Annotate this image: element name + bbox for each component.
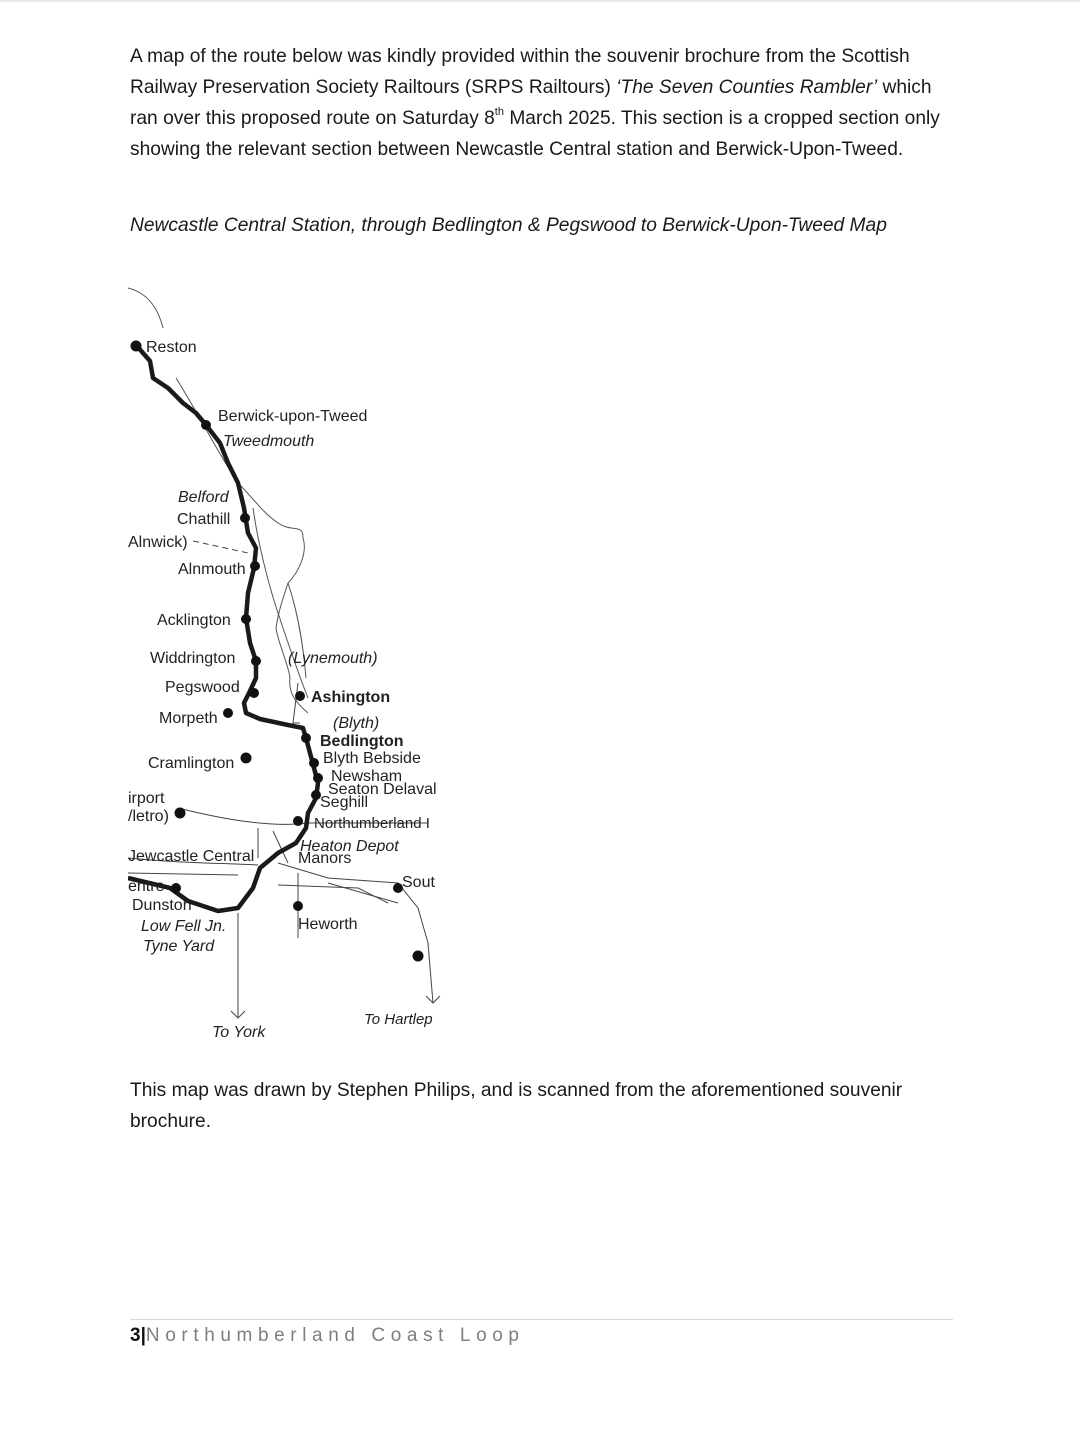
label-alnwick: Alnwick) — [128, 534, 188, 551]
label-ashington: Ashington — [311, 689, 391, 706]
label-acklington: Acklington — [157, 612, 231, 629]
label-tweedmouth: Tweedmouth — [223, 433, 315, 450]
ordinal-suffix: th — [494, 105, 504, 118]
label-morpeth: Morpeth — [159, 710, 218, 727]
page-footer — [130, 1323, 525, 1349]
label-northumberland: Northumberland I — [314, 815, 430, 832]
label-lowfell: Low Fell Jn. — [141, 918, 227, 935]
label-alnmouth: Alnmouth — [178, 561, 246, 578]
label-newcastle: Jewcastle Central — [128, 848, 255, 865]
label-hartlepool: To Hartlep — [364, 1011, 433, 1028]
label-centre: entre — [128, 878, 165, 895]
label-berwick: Berwick-upon-Tweed — [218, 408, 368, 425]
label-widdrington: Widdrington — [150, 650, 236, 667]
label-heworth: Heworth — [298, 916, 358, 933]
label-heaton: Heaton Depot — [300, 838, 399, 855]
label-seaton-delaval: Seaton Delaval — [328, 781, 437, 798]
page-number: 3 — [130, 1325, 141, 1346]
map-labels — [128, 339, 437, 1041]
intro-text-2: which ran over this proposed route on Saturday 8 — [130, 77, 932, 129]
intro-text-1: A map of the route below was kindly provided within the souvenir brochure from the Scottish Railway Preservation Society Railtours (SRPS Railtours) — [130, 46, 910, 98]
label-tyneyard: Tyne Yard — [143, 938, 215, 955]
label-south: Sout — [402, 874, 435, 891]
label-lynemouth: (Lynemouth) — [288, 650, 378, 667]
footer-title: Northumberland Coast Loop — [145, 1325, 525, 1346]
label-blyth-bebside: Blyth Bebside — [323, 750, 421, 767]
route-map — [128, 283, 493, 1053]
footer-rule — [130, 1319, 953, 1320]
intro-text-3: March 2025. This section is a cropped section only showing the relevant section between Newcastle Central station and Berwick-Upon-Tweed. — [130, 108, 940, 160]
intro-paragraph — [130, 41, 960, 165]
label-bedlington: Bedlington — [320, 733, 404, 750]
closing-paragraph: This map was drawn by Stephen Philips, and is scanned from the aforementioned souvenir brochure. — [130, 1080, 903, 1132]
label-newsham: Newsham — [331, 768, 403, 785]
label-dunston: Dunston — [132, 897, 192, 914]
label-york: To York — [212, 1024, 266, 1041]
label-cramlington: Cramlington — [148, 755, 235, 772]
label-pegswood: Pegswood — [165, 679, 240, 696]
label-reston: Reston — [146, 339, 197, 356]
footer-separator: | — [140, 1325, 146, 1346]
label-blyth: (Blyth) — [333, 715, 380, 732]
map-caption: Newcastle Central Station, through Bedlington & Pegswood to Berwick-Upon-Tweed Map — [130, 215, 887, 236]
label-metro: /letro) — [128, 808, 169, 825]
label-belford: Belford — [178, 489, 229, 506]
label-chathill: Chathill — [177, 511, 231, 528]
label-seghill: Seghill — [320, 794, 369, 811]
label-airport: irport — [128, 790, 165, 807]
tour-name: ‘The Seven Counties Rambler’ — [616, 77, 878, 98]
label-manors: Manors — [298, 850, 352, 867]
top-edge-line — [0, 0, 1080, 2]
